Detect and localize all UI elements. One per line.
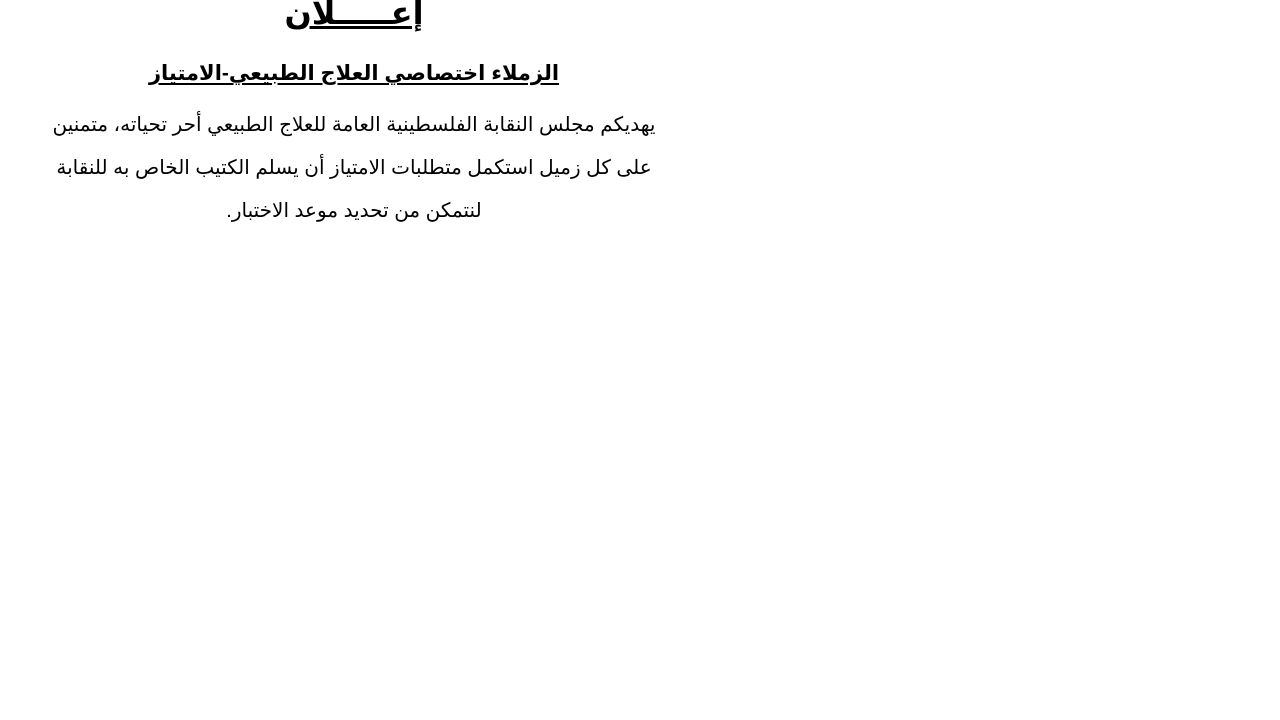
- announcement-title: إعـــــلان: [284, 0, 424, 31]
- announcement-subtitle: الزملاء اختصاصي العلاج الطبيعي-الامتياز: [148, 62, 560, 85]
- announcement-body: يهديكم مجلس النقابة الفلسطينية العامة للعلاج الطبيعي أحر تحياته، متمنين على كل زميل استكمل متطلبات الامتياز أن يسلم الكتيب الخاص به للنقابة لنتمكن من تحديد موعد الاختبار.: [52, 114, 656, 222]
- announcement-document: [30, 0, 678, 233]
